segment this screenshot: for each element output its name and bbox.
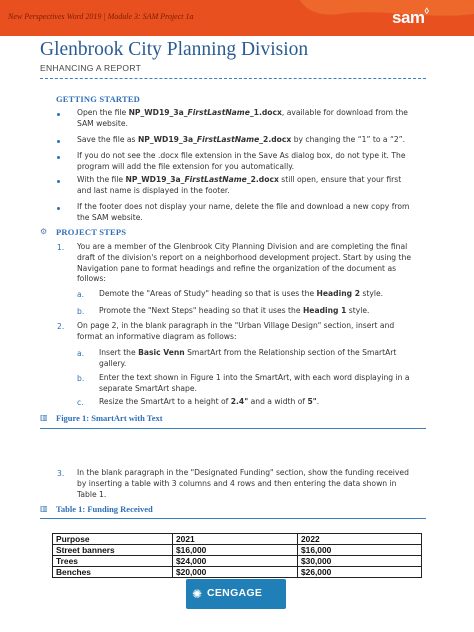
funding-table [52,533,422,578]
document-subtitle: ENHANCING A REPORT [40,63,142,73]
figure1-caption: Figure 1: SmartArt with Text [56,413,163,423]
step3-text: In the blank paragraph in the "Designated Funding" section, show the funding received by inserting a table with 3 columns and 4 rows and then entering the data shown in Table 1. [77,468,409,499]
step2-text: On page 2, in the blank paragraph in the "Urban Village Design" section, insert and format an informative diagram as follows: [77,321,395,341]
bullet-icon [57,140,60,143]
table-row [53,567,422,578]
sam-logo: sam◊ [392,6,429,27]
table-cell: Purpose [53,534,173,545]
table-row [53,556,422,567]
table-cell: 2021 [173,534,298,545]
table-cell: 2022 [298,534,422,545]
table-cell: $16,000 [173,545,298,556]
step2c-text: Resize the SmartArt to a height of 2.4" and a width of 5". [99,397,320,406]
step1b-text: Promote the "Next Steps" heading so that it uses the Heading 1 style. [99,306,370,315]
substep-label: c. [77,398,84,407]
figure1-rule [40,428,426,429]
table1-rule [40,518,426,519]
table-cell: $16,000 [298,545,422,556]
step-number: 1. [57,243,65,252]
substep-label: a. [77,349,85,358]
cengage-logo: ✺ CENGAGE [186,579,286,609]
bullet-icon [57,207,60,210]
table-row [53,545,422,556]
table-cell: $30,000 [298,556,422,567]
table-cell: Street banners [53,545,173,556]
bullet-icon [57,113,60,116]
table-cell: $24,000 [173,556,298,567]
substep-label: a. [77,290,85,299]
table1-caption: Table 1: Funding Received [56,504,153,514]
substep-label: b. [77,374,85,383]
bullet-footer-name: With the file NP_WD19_3a_FirstLastName_2.docx still open, ensure that your first and last name is displayed in the footer. [77,175,402,195]
bullet-file-extension: If you do not see the .docx file extension in the Save As dialog box, do not type it. The program will add the file extension for you automatically. [77,151,406,171]
bar-chart-icon: ▥ [40,504,48,513]
table-header-row [53,534,422,545]
step-number: 3. [57,469,65,478]
header-banner [0,0,474,36]
bullet-save-file: Save the file as NP_WD19_3a_FirstLastName_2.docx by changing the “1” to a “2”. [77,135,406,144]
project-steps-heading: PROJECT STEPS [56,227,127,237]
table-cell: $20,000 [173,567,298,578]
bullet-footer-missing: If the footer does not display your name, delete the file and download a new copy from the SAM website. [77,202,410,222]
step-number: 2. [57,322,65,331]
table-cell: Benches [53,567,173,578]
bar-chart-icon: ▥ [40,413,48,422]
getting-started-heading: GETTING STARTED [56,94,141,104]
bullet-icon [57,180,60,183]
bullet-open-file: Open the file NP_WD19_3a_FirstLastName_1.docx, available for download from the SAM website. [77,108,408,128]
step2a-text: Insert the Basic Venn SmartArt from the Relationship section of the SmartArt gallery. [99,348,397,368]
step1a-text: Demote the "Areas of Study" heading so that is uses the Heading 2 style. [99,289,384,298]
substep-label: b. [77,307,85,316]
header-module-text: New Perspectives Word 2019 | Module 3: SAM Project 1a [8,12,194,21]
step2b-text: Enter the text shown in Figure 1 into the SmartArt, with each word displaying in a separate SmartArt shape. [99,373,410,393]
table-cell: $26,000 [298,567,422,578]
document-title: Glenbrook City Planning Division [40,39,309,60]
bullet-icon [57,156,60,159]
title-divider [40,78,426,79]
cengage-star-icon: ✺ [192,587,203,601]
project-steps-icon: ⚙ [40,227,48,236]
table-cell: Trees [53,556,173,567]
step1-text: You are a member of the Glenbrook City Planning Division and are completing the final draft of the division's report on a neighborhood development project. Start by using the Navigation pane to format headings and refine the organization of the document as follows: [77,242,411,284]
